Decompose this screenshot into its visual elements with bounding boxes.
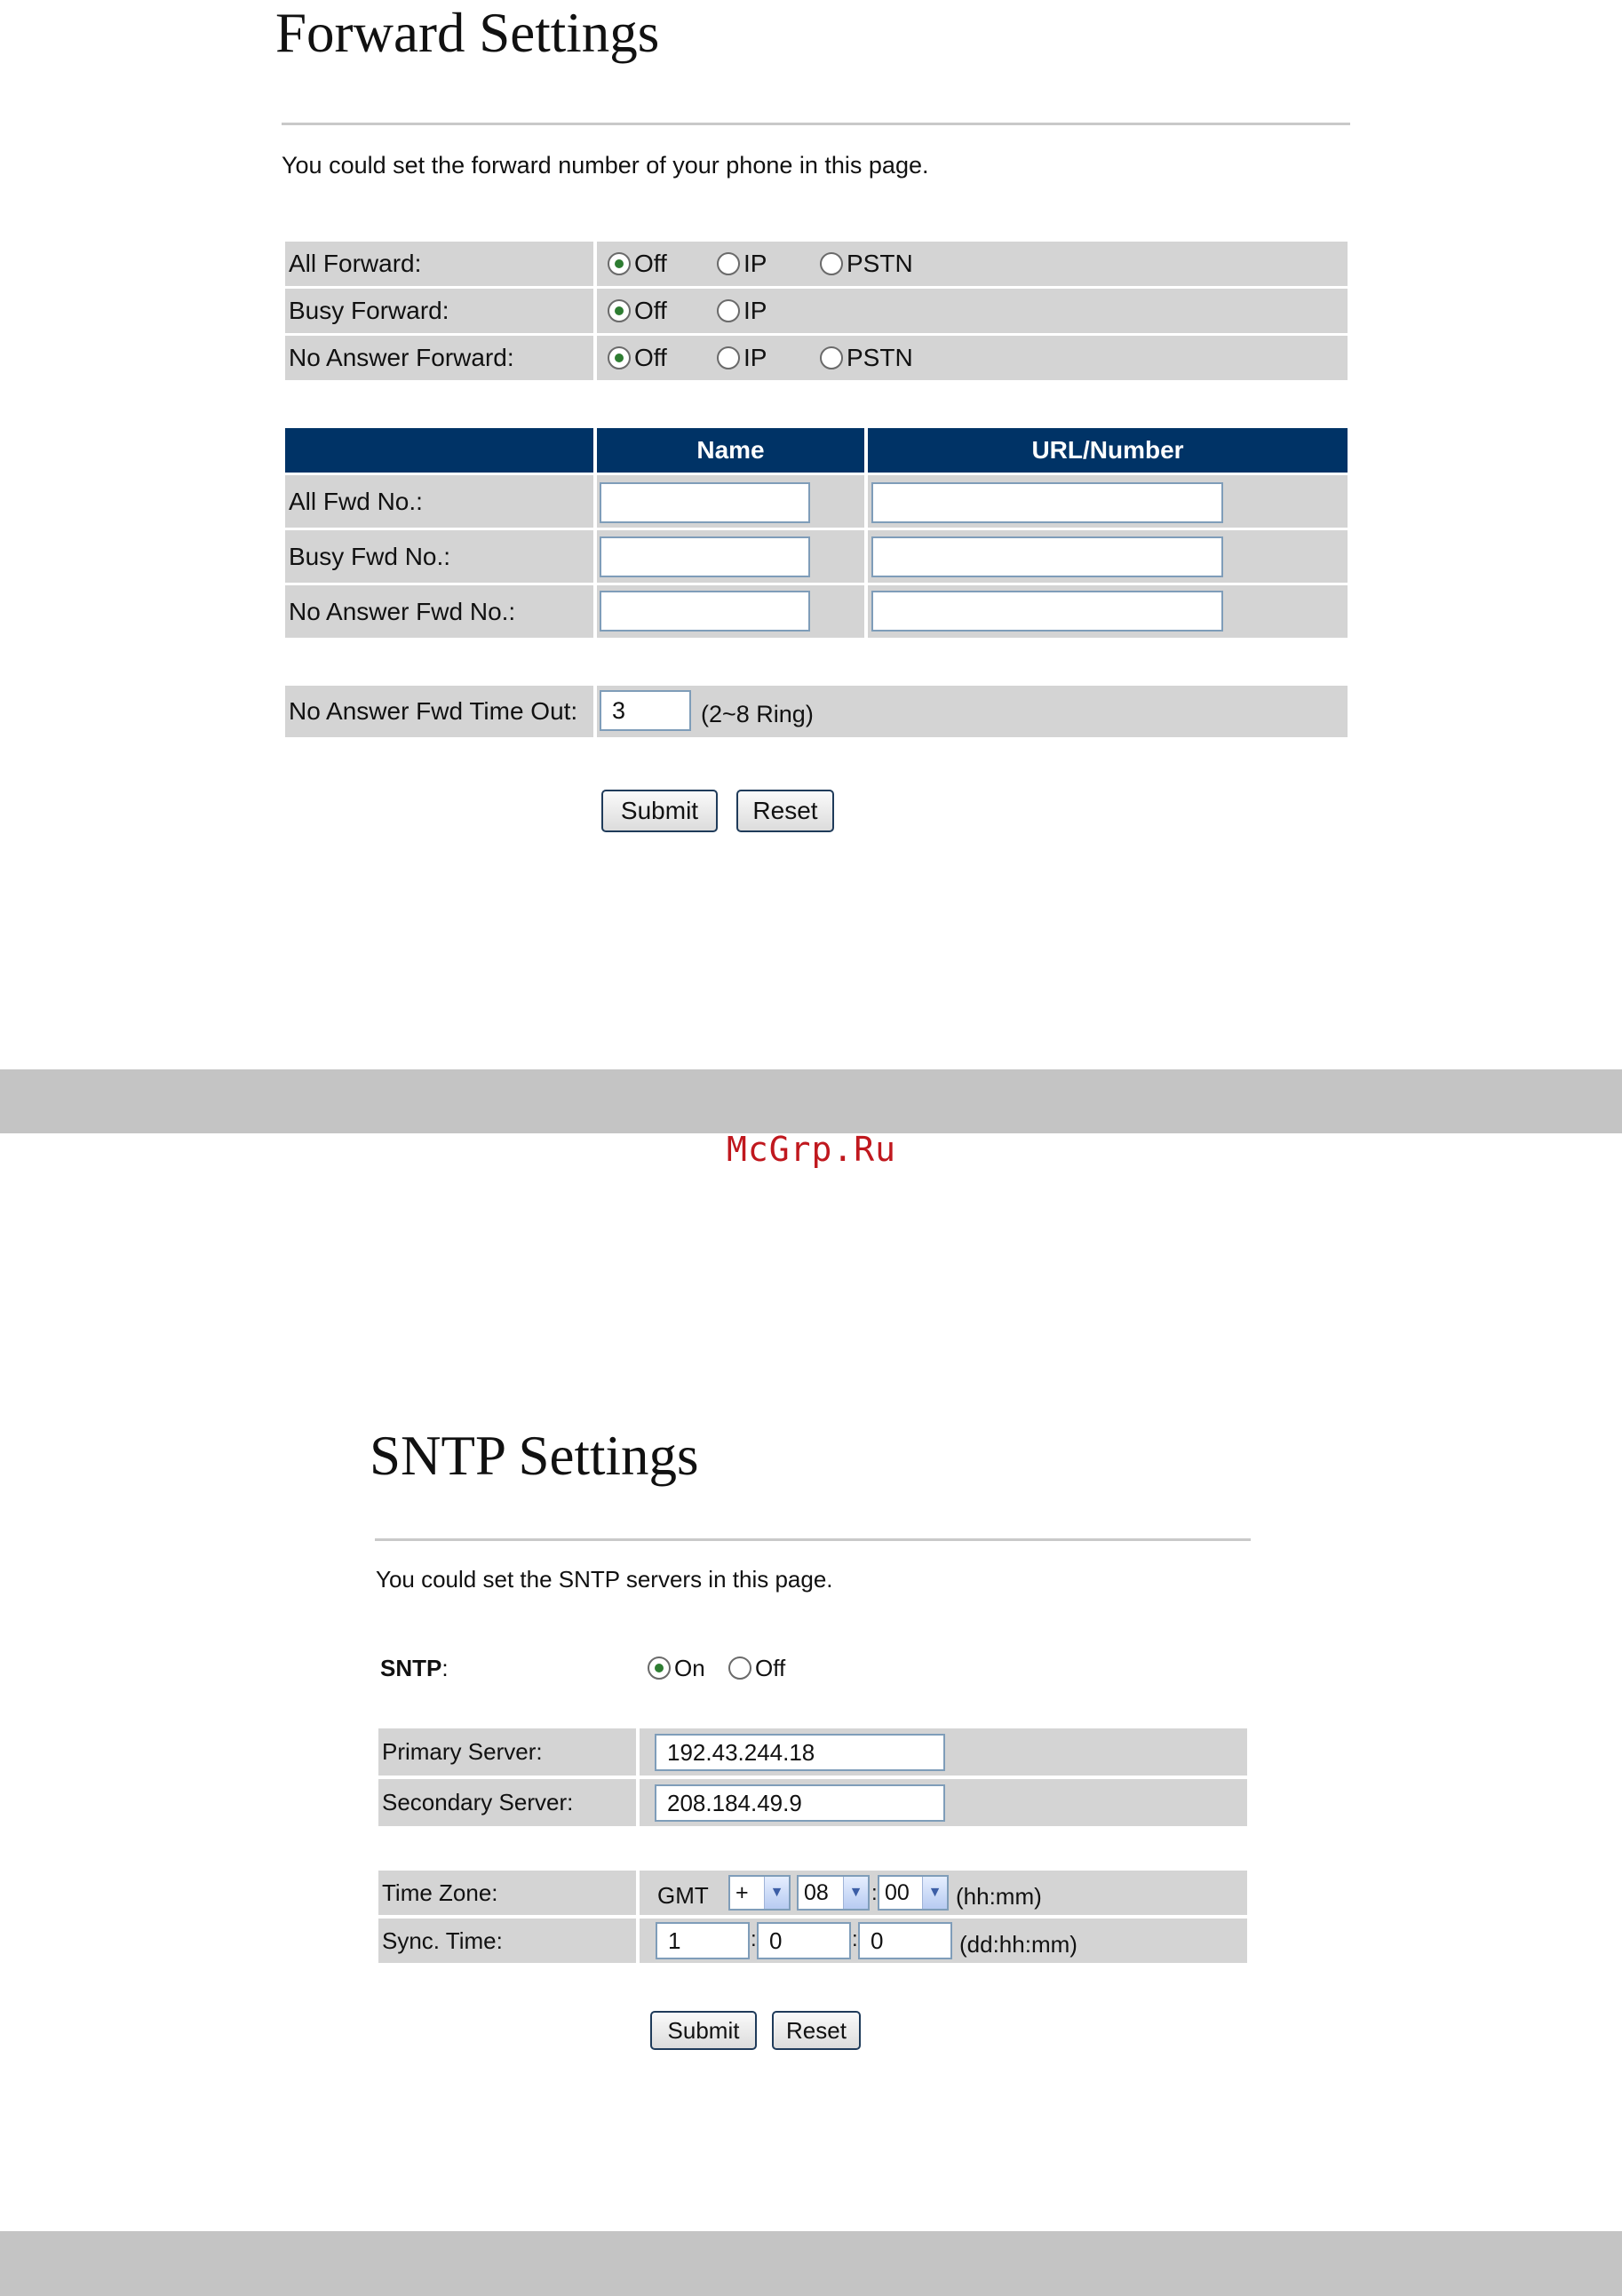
- time-separator: :: [751, 1927, 757, 1951]
- no-answer-forward-off-radio[interactable]: Off: [608, 344, 717, 372]
- busy-forward-row: [285, 289, 1348, 333]
- busy-forward-options: [597, 289, 1348, 333]
- no-answer-forward-label: No Answer Forward:: [285, 336, 593, 380]
- all-forward-off-radio[interactable]: Off: [608, 250, 717, 278]
- busy-forward-ip-radio[interactable]: IP: [717, 297, 767, 325]
- sntp-intro-text: You could set the SNTP servers in this page.: [376, 1566, 833, 1593]
- radio-selected-icon: [608, 346, 631, 369]
- sync-minutes-input[interactable]: 0: [858, 1922, 952, 1959]
- tz-hours-select[interactable]: 08 ▼: [797, 1875, 870, 1911]
- tz-sign-select[interactable]: + ▼: [728, 1875, 791, 1911]
- radio-empty-icon: [717, 252, 740, 275]
- radio-empty-icon: [820, 252, 843, 275]
- busy-fwd-no-label: Busy Fwd No.:: [285, 530, 593, 583]
- sync-time-label: Sync. Time:: [378, 1919, 636, 1963]
- all-forward-label: All Forward:: [285, 242, 593, 286]
- sntp-off-radio[interactable]: Off: [728, 1655, 785, 1682]
- watermark-text: McGrp.Ru: [727, 1130, 897, 1169]
- forward-reset-button[interactable]: Reset: [736, 790, 834, 832]
- no-answer-fwd-name-input[interactable]: [600, 591, 810, 632]
- no-answer-forward-ip-radio[interactable]: IP: [717, 344, 820, 372]
- table-header-row: [285, 428, 1348, 473]
- busy-forward-off-radio[interactable]: Off: [608, 297, 717, 325]
- table-row: [285, 475, 1348, 528]
- busy-fwd-url-input[interactable]: [871, 536, 1223, 577]
- secondary-server-input[interactable]: 208.184.49.9: [655, 1784, 945, 1822]
- no-answer-timeout-label: No Answer Fwd Time Out:: [285, 686, 593, 737]
- radio-selected-icon: [608, 252, 631, 275]
- forward-page-title: Forward Settings: [275, 2, 660, 64]
- sntp-toggle-options: [648, 1652, 785, 1684]
- no-answer-forward-row: [285, 336, 1348, 380]
- table-row: [285, 585, 1348, 638]
- timeout-table: [285, 686, 1348, 737]
- all-forward-options: [597, 242, 1348, 286]
- forward-submit-button[interactable]: Submit: [601, 790, 718, 832]
- no-answer-timeout-input[interactable]: 3: [600, 690, 691, 731]
- time-zone-label: Time Zone:: [378, 1871, 636, 1915]
- timeout-range-hint: (2~8 Ring): [701, 701, 814, 727]
- radio-selected-icon: [608, 299, 631, 322]
- all-forward-pstn-radio[interactable]: PSTN: [820, 250, 913, 278]
- sync-format-hint: (dd:hh:mm): [959, 1931, 1077, 1958]
- tz-minutes-select[interactable]: 00 ▼: [878, 1875, 949, 1911]
- no-answer-forward-options: [597, 336, 1348, 380]
- all-forward-ip-radio[interactable]: IP: [717, 250, 820, 278]
- radio-empty-icon: [820, 346, 843, 369]
- all-fwd-no-label: All Fwd No.:: [285, 475, 593, 528]
- time-separator: :: [871, 1881, 878, 1905]
- sntp-time-table: [378, 1871, 1247, 1963]
- page-separator-band: [0, 2231, 1622, 2296]
- no-answer-fwd-no-label: No Answer Fwd No.:: [285, 585, 593, 638]
- sntp-page-title: SNTP Settings: [370, 1425, 699, 1487]
- all-fwd-url-input[interactable]: [871, 482, 1223, 523]
- primary-server-label: Primary Server:: [378, 1728, 636, 1776]
- time-separator: :: [852, 1927, 858, 1951]
- header-name: Name: [597, 428, 864, 473]
- tz-format-hint: (hh:mm): [956, 1883, 1042, 1910]
- title-divider: [375, 1538, 1251, 1541]
- sntp-on-radio[interactable]: On: [648, 1655, 728, 1682]
- chevron-down-icon: ▼: [764, 1877, 789, 1909]
- primary-server-input[interactable]: 192.43.244.18: [655, 1734, 945, 1771]
- all-fwd-name-input[interactable]: [600, 482, 810, 523]
- forward-intro-text: You could set the forward number of your phone in this page.: [282, 152, 929, 179]
- no-answer-forward-pstn-radio[interactable]: PSTN: [820, 344, 913, 372]
- title-divider: [282, 123, 1350, 125]
- no-answer-fwd-url-input[interactable]: [871, 591, 1223, 632]
- forward-numbers-table: [285, 428, 1348, 638]
- table-row: [285, 530, 1348, 583]
- busy-forward-label: Busy Forward:: [285, 289, 593, 333]
- sntp-servers-table: [378, 1728, 1247, 1826]
- radio-empty-icon: [717, 299, 740, 322]
- sync-hours-input[interactable]: 0: [757, 1922, 851, 1959]
- forward-mode-table: [285, 242, 1348, 380]
- sntp-toggle-label: SNTP :: [380, 1654, 449, 1681]
- sntp-reset-button[interactable]: Reset: [772, 2011, 861, 2050]
- sntp-submit-button[interactable]: Submit: [650, 2011, 757, 2050]
- gmt-prefix: GMT: [657, 1882, 709, 1909]
- sync-days-input[interactable]: 1: [656, 1922, 750, 1959]
- page-separator-band: [0, 1069, 1622, 1133]
- chevron-down-icon: ▼: [922, 1877, 947, 1909]
- header-blank: [285, 428, 593, 473]
- secondary-server-label: Secondary Server:: [378, 1779, 636, 1826]
- radio-selected-icon: [648, 1656, 671, 1680]
- chevron-down-icon: ▼: [843, 1877, 868, 1909]
- all-forward-row: [285, 242, 1348, 286]
- radio-empty-icon: [728, 1656, 751, 1680]
- busy-fwd-name-input[interactable]: [600, 536, 810, 577]
- radio-empty-icon: [717, 346, 740, 369]
- header-url-number: URL/Number: [868, 428, 1348, 473]
